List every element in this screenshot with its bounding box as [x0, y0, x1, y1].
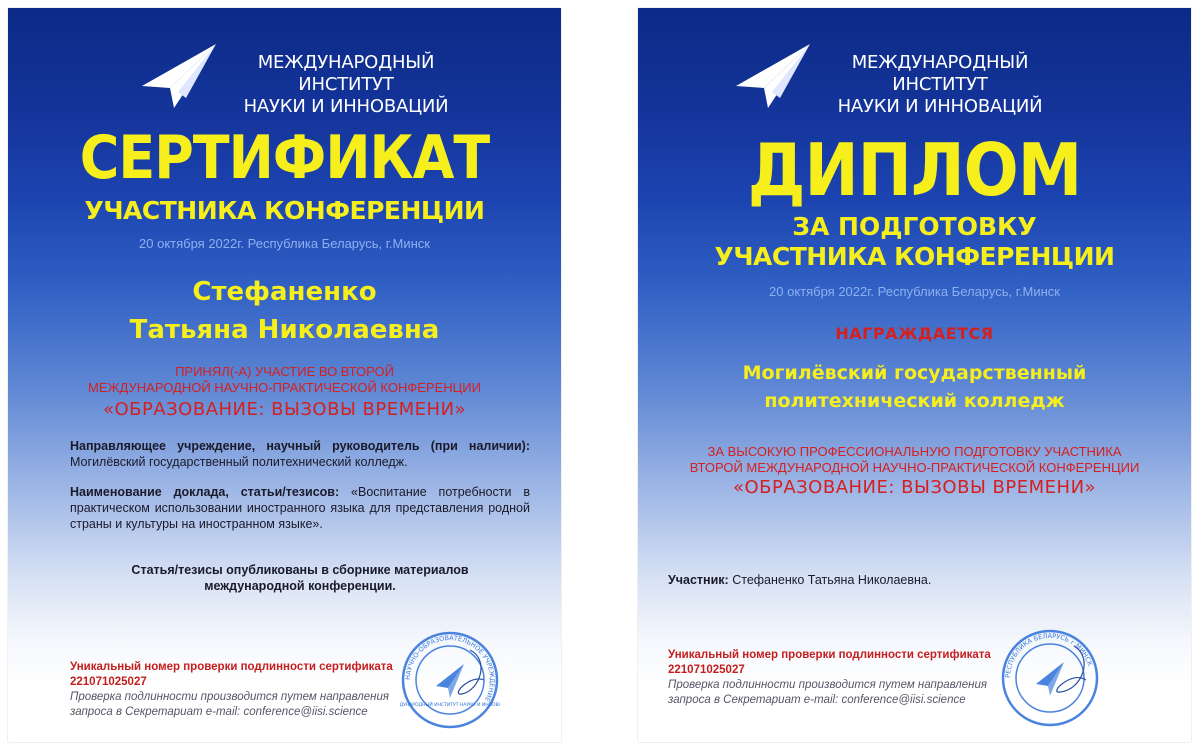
- recipient-given-names: Татьяна Николаевна: [129, 315, 440, 345]
- date-place: 20 октября 2022г. Республика Беларусь, г.Минск: [139, 236, 430, 251]
- verification-title: Уникальный номер проверки подлинности сертификата: [70, 661, 393, 673]
- verification-number: 221071025027: [668, 664, 745, 676]
- paper-plane-logo-icon: [734, 42, 812, 110]
- verification-title: Уникальный номер проверки подлинности сертификата: [668, 649, 991, 661]
- awarded-organization-line-2: политехнический колледж: [764, 390, 1065, 412]
- reason-line-1: ЗА ВЫСОКУЮ ПРОФЕССИОНАЛЬНУЮ ПОДГОТОВКУ УЧАСТНИКА: [707, 444, 1122, 459]
- institute-seal: [400, 630, 500, 730]
- conference-name: «ОБРАЗОВАНИЕ: ВЫЗОВЫ ВРЕМЕНИ»: [102, 399, 467, 420]
- institute-name: МЕЖДУНАРОДНЫЙ ИНСТИТУТ НАУКИ И ИННОВАЦИЙ: [243, 52, 449, 117]
- institute-logo: [638, 42, 1191, 117]
- participation-line-2: МЕЖДУНАРОДНОЙ НАУЧНО-ПРАКТИЧЕСКОЙ КОНФЕРЕНЦИИ: [88, 380, 481, 395]
- participant-value: Стефаненко Татьяна Николаевна.: [732, 573, 932, 587]
- certificate-subtitle: УЧАСТНИКА КОНФЕРЕНЦИИ: [84, 196, 485, 225]
- date-place: 20 октября 2022г. Республика Беларусь, г.Минск: [769, 284, 1060, 299]
- participation-line-1: ПРИНЯЛ(-А) УЧАСТИЕ ВО ВТОРОЙ: [175, 364, 394, 379]
- certificate-document: [8, 8, 561, 742]
- verification-block: [668, 648, 991, 708]
- reason-line-2: ВТОРОЙ МЕЖДУНАРОДНОЙ НАУЧНО-ПРАКТИЧЕСКОЙ КОНФЕРЕНЦИИ: [689, 460, 1140, 475]
- report-label: Наименование доклада, статьи/тезисов:: [70, 485, 340, 499]
- verification-note-line-1: Проверка подлинности производится путем направления: [668, 679, 988, 691]
- institute-seal: [1000, 628, 1100, 728]
- verification-note-line-2: запроса в Секретариат e-mail: conference@iisi.science: [668, 694, 966, 706]
- conference-name: «ОБРАЗОВАНИЕ: ВЫЗОВЫ ВРЕМЕНИ»: [732, 477, 1097, 498]
- diploma-subtitle-line-1: ЗА ПОДГОТОВКУ: [792, 212, 1037, 241]
- participant-block: [668, 572, 1128, 588]
- awarded-organization-line-1: Могилёвский государственный: [742, 362, 1087, 384]
- paper-plane-logo-icon: [140, 42, 218, 110]
- report-value: «Воспитание потребности в практическом использовании иностранного языка для представления родной страны и культуры на иностранном языке».: [70, 485, 531, 531]
- participant-label: Участник:: [668, 573, 729, 587]
- institute-logo: [8, 42, 561, 117]
- institution-value: Могилёвский государственный политехнический колледж.: [70, 455, 408, 469]
- awarded-label: НАГРАЖДАЕТСЯ: [835, 324, 994, 343]
- diploma-subtitle-line-2: УЧАСТНИКА КОНФЕРЕНЦИИ: [714, 242, 1115, 271]
- institution-label: Направляющее учреждение, научный руководитель (при наличии):: [70, 439, 530, 453]
- diploma-document: [638, 8, 1191, 742]
- seal-stamp-icon: [400, 630, 500, 730]
- institution-block: [70, 438, 530, 470]
- diploma-title: ДИПЛОМ: [747, 128, 1082, 212]
- svg-text:НАУЧНО-ОБРАЗОВАТЕЛЬНОЕ УЧРЕЖДЕ: НАУЧНО-ОБРАЗОВАТЕЛЬНОЕ УЧРЕЖДЕНИЕ: [403, 633, 497, 703]
- seal-stamp-icon: [1000, 628, 1100, 728]
- report-block: [70, 484, 530, 532]
- certificate-title: СЕРТИФИКАТ: [79, 123, 490, 193]
- published-note: Статья/тезисы опубликованы в сборнике материалов международной конференции.: [131, 563, 469, 593]
- recipient-surname: Стефаненко: [192, 277, 377, 307]
- verification-note-line-2: запроса в Секретариат e-mail: conference@iisi.science: [70, 706, 368, 718]
- svg-text:РЕСПУБЛИКА БЕЛАРУСЬ г.МИНСК: РЕСПУБЛИКА БЕЛАРУСЬ г.МИНСК: [1003, 631, 1095, 679]
- svg-text:«МЕЖДУНАРОДНЫЙ ИНСТИТУТ НАУКИ: ДУНАРОДНЫЙ ИНСТИТУТ НАУКИ И ИННОВ: [400, 703, 499, 708]
- institute-name: МЕЖДУНАРОДНЫЙ ИНСТИТУТ НАУКИ И ИННОВАЦИЙ: [837, 52, 1043, 117]
- verification-block: [70, 660, 393, 720]
- verification-note-line-1: Проверка подлинности производится путем направления: [70, 691, 390, 703]
- verification-number: 221071025027: [70, 676, 147, 688]
